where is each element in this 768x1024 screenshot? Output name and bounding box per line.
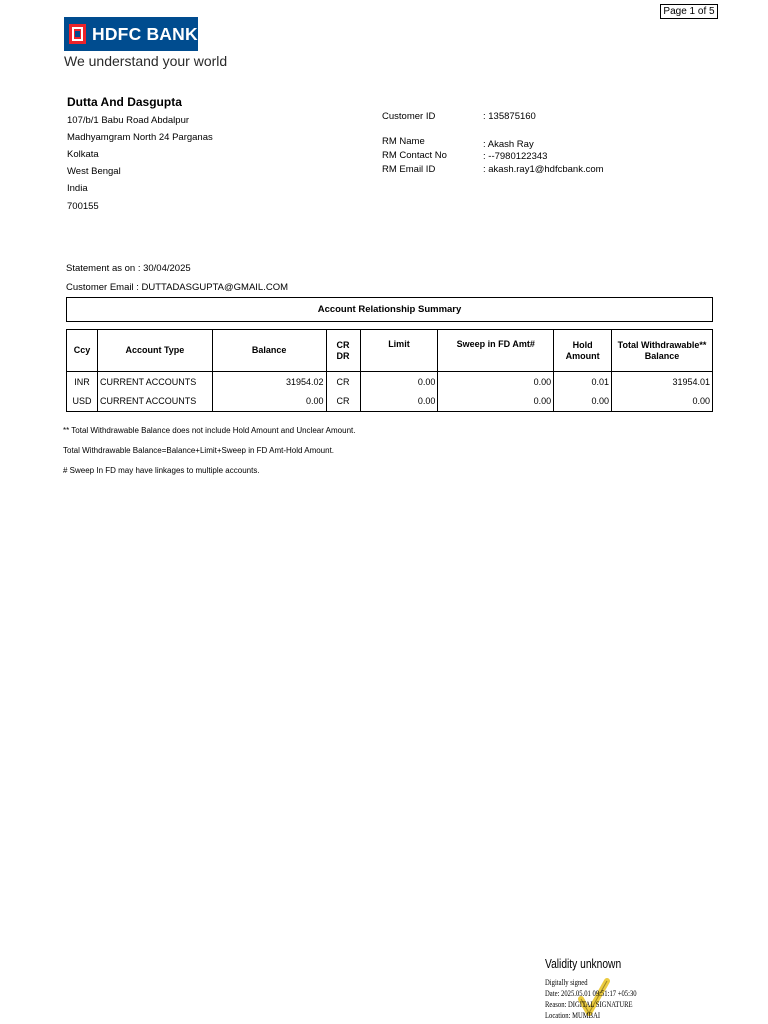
cell-cr-dr: CR (326, 372, 360, 392)
header-sweep: Sweep in FD Amt# (438, 330, 554, 372)
page-indicator: Page 1 of 5 (660, 4, 718, 19)
rm-contact-label: RM Contact No (382, 150, 447, 161)
footnote: Total Withdrawable Balance=Balance+Limit+Sweep in FD Amt-Hold Amount. (63, 446, 335, 455)
bank-name: HDFC BANK (92, 23, 198, 44)
footnote: # Sweep In FD may have linkages to multiple accounts. (63, 466, 260, 475)
signature-location: Location: MUMBAI (545, 1010, 601, 1020)
cell-account-type: CURRENT ACCOUNTS (97, 392, 212, 412)
signature-date: Date: 2025.05.01 09:51:17 +05:30 (545, 988, 637, 998)
signature-status: Validity unknown (545, 957, 622, 971)
customer-id-label: Customer ID (382, 111, 436, 122)
signature-line: Digitally signed (545, 977, 588, 987)
customer-id-value: : 135875160 (483, 111, 536, 122)
rm-name-value: : Akash Ray (483, 139, 534, 150)
cell-hold: 0.00 (554, 392, 612, 412)
header-ccy: Ccy (67, 330, 98, 372)
bank-tagline: We understand your world (64, 53, 228, 69)
address-line: 107/b/1 Babu Road Abdalpur (67, 115, 190, 126)
header-limit: Limit (360, 330, 438, 372)
cell-cr-dr: CR (326, 392, 360, 412)
header-cr-dr: CR DR (326, 330, 360, 372)
table-header-row (67, 330, 713, 372)
cell-hold: 0.01 (554, 372, 612, 392)
rm-email-value: : akash.ray1@hdfcbank.com (483, 164, 604, 175)
hdfc-logo (64, 17, 198, 51)
cell-sweep: 0.00 (438, 392, 554, 412)
address-line: India (67, 183, 88, 194)
address-line: Kolkata (67, 149, 99, 160)
address-line: Madhyamgram North 24 Parganas (67, 132, 213, 143)
address-line: West Bengal (67, 166, 121, 177)
cell-balance: 0.00 (212, 392, 326, 412)
statement-date: Statement as on : 30/04/2025 (66, 263, 191, 274)
account-summary-table (66, 329, 713, 412)
rm-contact-value: : --7980122343 (483, 151, 548, 162)
logo-box (64, 17, 198, 51)
cell-limit: 0.00 (360, 372, 438, 392)
header-account-type: Account Type (97, 330, 212, 372)
cell-ccy: INR (67, 372, 98, 392)
header-balance: Balance (212, 330, 326, 372)
header-total-withdrawable: Total Withdrawable** Balance (612, 330, 713, 372)
address-line: 700155 (67, 201, 99, 212)
cell-sweep: 0.00 (438, 372, 554, 392)
signature-reason: Reason: DIGITAL SIGNATURE (545, 999, 633, 1009)
cell-balance: 31954.02 (212, 372, 326, 392)
cell-limit: 0.00 (360, 392, 438, 412)
footnote: ** Total Withdrawable Balance does not include Hold Amount and Unclear Amount. (63, 426, 356, 435)
cell-total: 0.00 (612, 392, 713, 412)
header-hold-amount: Hold Amount (554, 330, 612, 372)
cell-total: 31954.01 (612, 372, 713, 392)
cell-ccy: USD (67, 392, 98, 412)
rm-email-label: RM Email ID (382, 164, 436, 175)
cell-account-type: CURRENT ACCOUNTS (97, 372, 212, 392)
digital-signature-block (545, 957, 655, 1022)
hdfc-mark-icon (69, 24, 86, 44)
table-row (67, 392, 713, 412)
table-row (67, 372, 713, 392)
customer-name: Dutta And Dasgupta (67, 95, 182, 109)
summary-title: Account Relationship Summary (66, 297, 713, 322)
customer-email: Customer Email : DUTTADASGUPTA@GMAIL.COM (66, 282, 289, 293)
rm-name-label: RM Name (382, 136, 425, 147)
